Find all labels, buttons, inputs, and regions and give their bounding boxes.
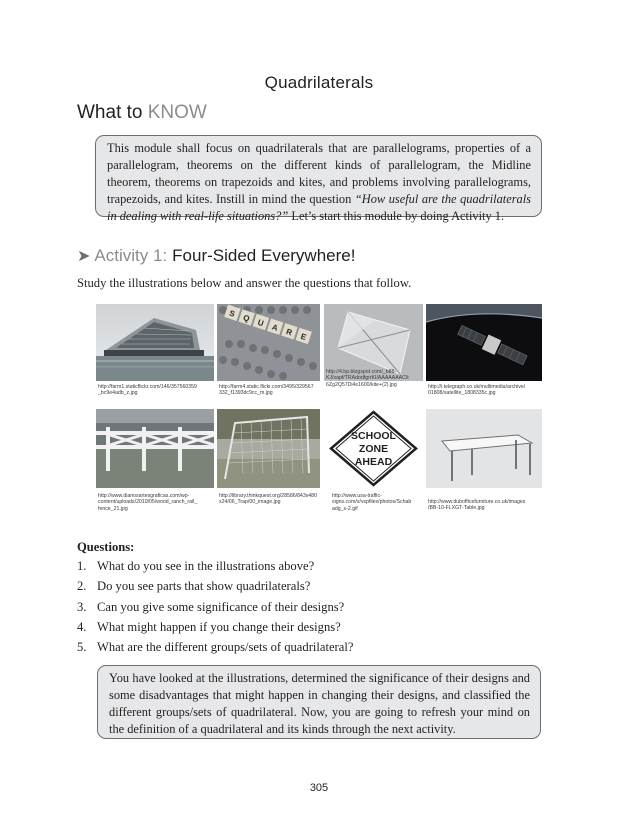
tile-letter: U: [256, 317, 265, 329]
intro-text: This module shall focus on quadrilaterals that are parallelograms, properties of a parallelogram, theorems on the different kinds of parallelogram, the Midline theorem, theorems on trapezoids and kites, and problems involving parallelograms, trapezoids, and kites. Instill in mind the question: [107, 141, 531, 206]
question-item: [77, 600, 353, 620]
sign-line-2: ZONE: [358, 443, 389, 455]
activity-heading: [77, 246, 355, 266]
ranch-fence-photo: [96, 409, 214, 488]
page-title: Quadrilaterals: [264, 73, 374, 92]
intro-question: “How useful are the quadrilaterals in dealing with real-life situations?”: [107, 192, 532, 223]
trapezoid-table-caption: http://www.dubofficefurniture.co.uk/images /BB-10-FLXGT-Table.jpg: [428, 499, 526, 512]
question-text: Do you see parts that show quadrilaterals?: [97, 579, 311, 594]
question-number: 5.: [77, 640, 87, 655]
trapezoid-table-photo: [426, 409, 542, 488]
building-photo: [96, 304, 214, 381]
question-item: [77, 559, 353, 579]
kite-caption: http://4.bp.blogspot.com/_b88- KJ/xapf/TRAdodfgrrKI/AAAAAAACIt 6Zg2Q57Di4s1600/kite+(2).jpg: [326, 369, 409, 388]
satellite-caption: http://i.telegraph.co.uk/multimedia/archive/ 01808/satellite_1808335c.jpg: [428, 384, 526, 397]
soccer-goal-caption: http://library.thinkquest.org/28586/843x480 x24/06_Trap/00_image.jpg: [219, 493, 317, 506]
section-heading-prefix: What to: [77, 102, 148, 123]
scrabble-tiles-caption: http://farm4.static.flickr.com/3495/329567 332_f1393dc9cc_m.jpg: [219, 384, 314, 397]
activity-title: Four-Sided Everywhere!: [172, 246, 356, 265]
section-heading-accent: KNOW: [147, 102, 207, 123]
question-text: What might happen if you change their designs?: [97, 619, 341, 634]
school-zone-sign: [324, 409, 423, 488]
building-caption: http://farm1.staticflickr.com/146/357560359 _bc9e4adb_z.jpg: [98, 384, 197, 397]
section-heading: [77, 102, 207, 124]
question-number: 1.: [77, 559, 87, 573]
tile-letter: E: [299, 331, 308, 342]
school-zone-caption: http://www.usa-traffic- signs.com/v/vspfiles/photos/Schab adg_s-2.gif: [332, 493, 412, 512]
question-text: Can you give some significance of their designs?: [97, 599, 345, 614]
question-item: [77, 620, 353, 640]
sign-line-3: AHEAD: [354, 456, 393, 468]
instructions: Study the illustrations below and answer the questions that follow.: [77, 276, 412, 290]
outro-text: You have looked at the illustrations, determined the significance of their designs and some disadvantages that might happen in changing their designs, and classified the different groups/sets of quadrilateral. Now, you are going to refresh your mind on the definition of a quadrilateral and its kinds through the next activity.: [109, 671, 530, 736]
question-text: What do you see in the illustrations above?: [97, 559, 315, 573]
soccer-goal-photo: [217, 409, 320, 488]
scrabble-tiles-photo: [217, 304, 320, 381]
tile-letter: Q: [241, 313, 251, 324]
tile-letter: A: [270, 322, 279, 333]
question-text: What are the different groups/sets of quadrilateral?: [97, 640, 354, 655]
arrow-icon: ➤: [77, 248, 91, 265]
questions-heading: Questions:: [77, 540, 135, 554]
question-number: 2.: [77, 579, 87, 594]
question-number: 3.: [77, 599, 87, 614]
question-number: 4.: [77, 619, 87, 634]
intro-text-end: Let’s start this module by doing Activity 1.: [288, 209, 505, 223]
question-item: [77, 640, 353, 660]
questions-list: [77, 559, 353, 660]
sign-line-1: SCHOOL: [351, 430, 396, 442]
question-item: [77, 579, 353, 599]
intro-box: [95, 135, 542, 223]
outro-box: [97, 665, 541, 739]
activity-number: Activity 1:: [94, 246, 168, 265]
ranch-fence-caption: http://www.diariosartesgraficas.com/wp- content/uploads/2010/05/wood_ranch_rail_ fence_21.jpg: [98, 493, 198, 512]
page-number: 305: [309, 782, 329, 794]
satellite-photo: [426, 304, 542, 381]
tile-letter: R: [284, 327, 294, 338]
tile-letter: S: [228, 308, 236, 319]
